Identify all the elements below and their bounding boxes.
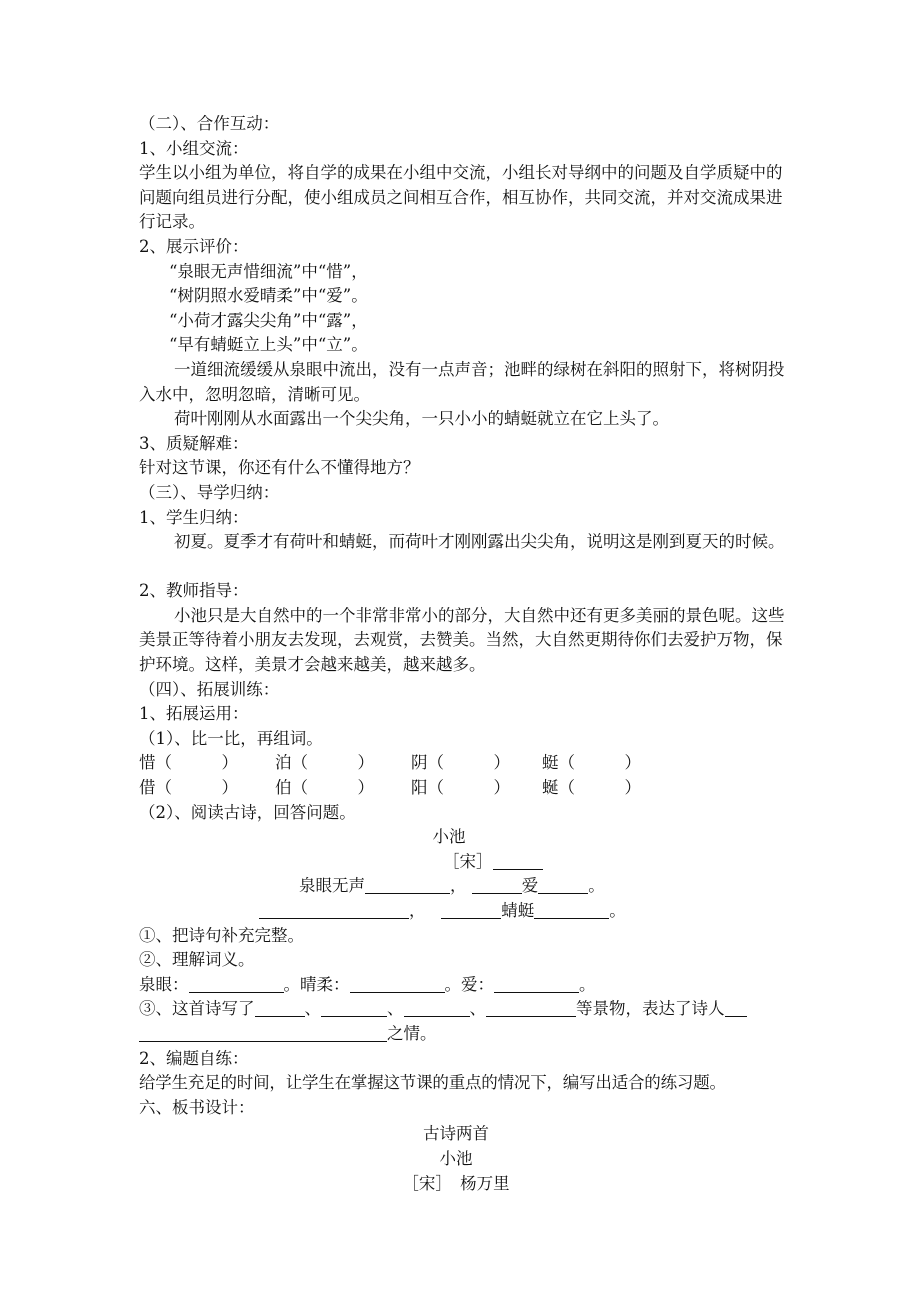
item-title: 2、展示评价： (139, 236, 249, 256)
compare-row (139, 751, 789, 776)
board-poem: 小池 (439, 1148, 473, 1168)
compare-cell: 泊（ ） (275, 753, 374, 773)
document-page (139, 112, 789, 1196)
poem-line: 泉眼无声 ， 爱 。 (299, 876, 605, 896)
compare-row (139, 776, 789, 801)
feeling-blank[interactable] (725, 998, 747, 1017)
term-blank[interactable] (189, 974, 284, 993)
term-blank[interactable] (350, 974, 445, 993)
section-heading: （二）、合作互动： (139, 114, 280, 133)
item-title: 1、小组交流： (139, 138, 249, 158)
paragraph: 针对这节课，你还有什么不懂得地方？ (139, 458, 420, 478)
board-title: 古诗两首 (423, 1124, 489, 1144)
task: ①、把诗句补充完整。 (139, 925, 304, 945)
compare-cell: 蜒（ ） (542, 778, 641, 798)
task: ②、理解词义。 (139, 950, 255, 970)
poem-dynasty: ［宋］ (139, 850, 789, 875)
scenery-blank[interactable] (255, 998, 305, 1017)
poem-blank[interactable] (259, 900, 409, 919)
poem-blank[interactable] (365, 875, 450, 894)
item-title: 2、编题自练： (139, 1048, 249, 1068)
paragraph: 学生以小组为单位，将自学的成果在小组中交流，小组长对导纲中的问题及自学质疑中的问题向组员进行分配，使小组成员之间相互合作，相互协作，共同交流，并对交流成果进行记录。 (139, 163, 783, 232)
section-heading: （三）、导学归纳： (139, 482, 280, 502)
quote-line: “小荷才露尖尖角”中“露”， (169, 310, 368, 330)
paragraph: 给学生充足的时间，让学生在掌握这节课的重点的情况下，编写出适合的练习题。 (139, 1073, 726, 1093)
item-title: 3、质疑解难： (139, 433, 249, 453)
task-row: 之情。 (139, 1022, 789, 1047)
question-title: （2）、阅读古诗，回答问题。 (139, 802, 356, 822)
poem-blank[interactable] (441, 900, 501, 919)
paragraph: 初夏。夏季才有荷叶和蜻蜓，而荷叶才刚刚露出尖尖角，说明这是刚到夏天的时候。 (174, 532, 785, 552)
section-heading: 六、板书设计： (139, 1097, 255, 1117)
poem-blank[interactable] (534, 900, 609, 919)
compare-cell: 阳（ ） (411, 778, 510, 798)
compare-cell: 伯（ ） (275, 778, 374, 798)
paragraph: 荷叶刚刚从水面露出一个尖尖角，一只小小的蜻蜓就立在它上头了。 (174, 409, 669, 429)
question-title: （1）、比一比，再组词。 (139, 728, 323, 748)
quote-line: “泉眼无声惜细流”中“惜”， (169, 261, 368, 281)
board-author: ［宋］ 杨万里 (402, 1173, 510, 1193)
poem-title: 小池 (432, 827, 466, 847)
scenery-blank[interactable] (321, 998, 387, 1017)
task-row: ③、这首诗写了 、 、 、 等景物，表达了诗人 (139, 997, 789, 1022)
compare-cell: 蜓（ ） (542, 753, 641, 773)
quote-line: “早有蜻蜓立上头”中“立”。 (169, 335, 368, 355)
section-heading: （四）、拓展训练： (139, 679, 280, 699)
term-row: 泉眼： 。晴柔： 。爱： 。 (139, 974, 596, 994)
paragraph: 一道细流缓缓从泉眼中流出，没有一点声音；池畔的绿树在斜阳的照射下，将树阴投入水中，忽明忽暗，清晰可见。 (139, 359, 785, 404)
item-title: 1、拓展运用： (139, 704, 249, 724)
poem-line: ， 蜻蜓 。 (139, 899, 789, 924)
scenery-blank[interactable] (486, 998, 576, 1017)
item-title: 1、学生归纳： (139, 507, 249, 527)
scenery-blank[interactable] (404, 998, 470, 1017)
compare-cell: 惜（ ） (139, 753, 238, 773)
compare-cell: 借（ ） (139, 778, 238, 798)
feeling-blank[interactable] (139, 1023, 387, 1042)
paragraph: 小池只是大自然中的一个非常非常小的部分，大自然中还有更多美丽的景色呢。这些美景正等待着小朋友去发现，去观赏，去赞美。当然，大自然更期待你们去爱护万物，保护环境。这样，美景才会越来越美，越来越多。 (139, 605, 785, 675)
term-blank[interactable] (494, 974, 579, 993)
author-blank[interactable] (493, 851, 543, 870)
poem-blank[interactable] (538, 875, 588, 894)
compare-cell: 阴（ ） (411, 753, 510, 773)
poem-blank[interactable] (472, 875, 522, 894)
item-title: 2、教师指导： (139, 581, 249, 601)
quote-line: “树阴照水爱晴柔”中“爱”。 (169, 286, 368, 306)
